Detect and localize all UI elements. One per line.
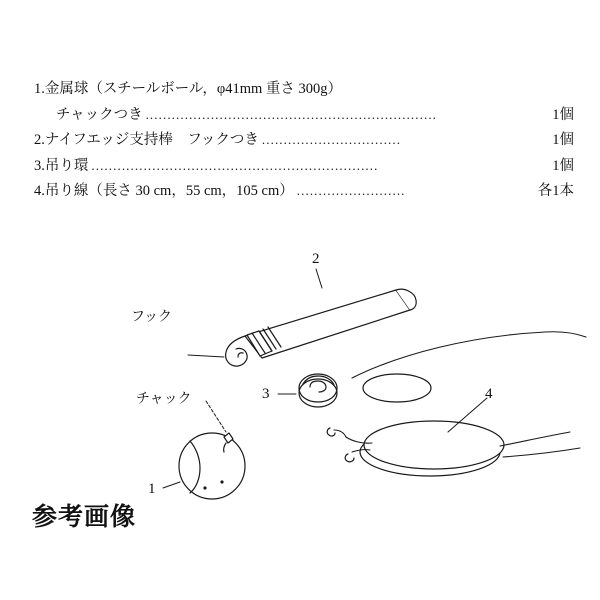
figure-number-3: 3 bbox=[262, 386, 270, 402]
parts-list-item-2 bbox=[34, 133, 574, 148]
illustration-svg bbox=[0, 236, 600, 536]
chuck-callout: チャック bbox=[136, 392, 192, 407]
parts-item-sublabel: チャックつき bbox=[56, 106, 143, 123]
leader-dots: .................................................................. bbox=[91, 158, 379, 172]
parts-item-quantity: 各1本 bbox=[537, 183, 574, 199]
parts-item-quantity: 1個 bbox=[552, 157, 574, 174]
figure-number-4: 4 bbox=[485, 386, 493, 402]
leader-dots: ......................... bbox=[296, 184, 406, 197]
parts-list bbox=[34, 82, 574, 210]
hook-callout: フック bbox=[131, 310, 173, 325]
parts-item-label: ナイフエッジ支持棒 フックつき bbox=[44, 132, 259, 148]
parts-item-quantity: 1個 bbox=[552, 106, 574, 123]
parts-item-number: 4. bbox=[34, 183, 45, 199]
reference-image-watermark: 参考画像 bbox=[32, 502, 137, 531]
parts-item-label: 吊り環 bbox=[44, 157, 89, 174]
parts-list-item-1 bbox=[34, 82, 574, 97]
figure-number-1: 1 bbox=[148, 481, 156, 497]
parts-list-item-1-sub bbox=[34, 108, 574, 123]
parts-list-item-3 bbox=[34, 159, 574, 174]
product-illustration bbox=[0, 236, 600, 536]
leader-dots: ................................ bbox=[261, 133, 402, 146]
parts-item-label: 吊り線（長さ 30 cm，55 cm，105 cm） bbox=[44, 183, 294, 199]
parts-list-item-4 bbox=[34, 184, 574, 199]
parts-item-number: 3. bbox=[34, 157, 45, 174]
parts-item-quantity: 1個 bbox=[552, 132, 574, 148]
parts-item-label: 金属球（スチールボール，φ41mm 重さ 300g） bbox=[44, 81, 343, 97]
parts-item-number: 2. bbox=[34, 132, 45, 148]
parts-item-number: 1. bbox=[34, 81, 45, 97]
figure-number-2: 2 bbox=[312, 251, 320, 267]
leader-dots: ................................................................... bbox=[145, 107, 438, 121]
